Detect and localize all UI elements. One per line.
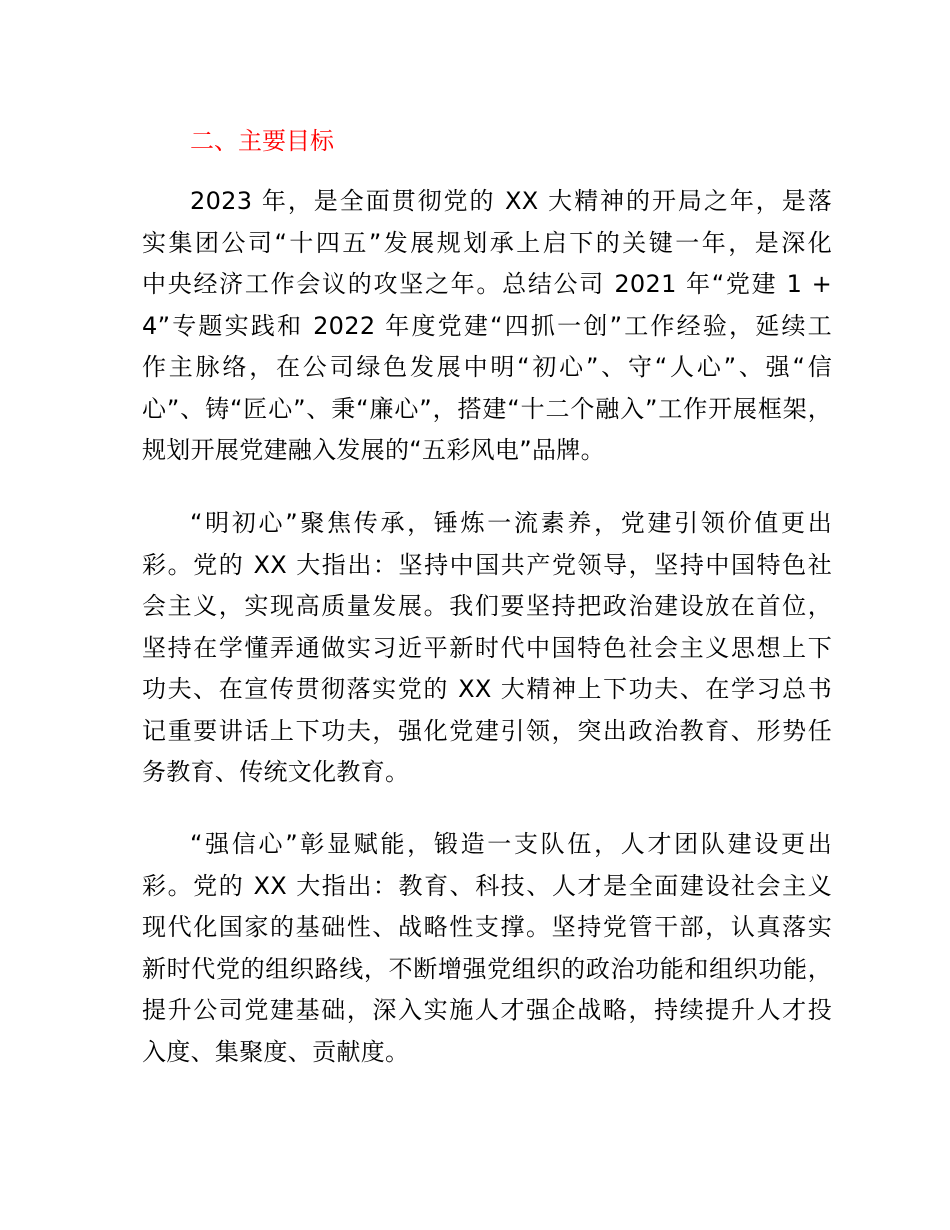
paragraph-line: 入度、集聚度、贡献度。 <box>142 1037 410 1066</box>
paragraph-line: 实集团公司“十四五”发展规划承上启下的关键一年，是深化 <box>142 228 832 257</box>
paragraph-line: 新时代党的组织路线，不断增强党组织的政治功能和组织功能， <box>142 954 832 983</box>
paragraph-line: 现代化国家的基础性、战略性支撑。坚持党管干部，认真落实 <box>142 913 832 941</box>
section-heading: 二、主要目标 <box>190 127 334 155</box>
paragraph-qiang-xinxin <box>142 824 832 1073</box>
paragraph-line: 彩。党的 XX 大指出：坚持中国共产党领导，坚持中国特色社 <box>142 550 832 579</box>
paragraph-line: 规划开展党建融入发展的“五彩风电”品牌。 <box>142 436 605 464</box>
paragraph-2023-goals <box>142 181 832 472</box>
paragraph-line: 心”、铸“匠心”、秉“廉心”，搭建“十二个融入”工作开展框架， <box>142 394 832 423</box>
paragraph-line: 提升公司党建基础，深入实施人才强企战略，持续提升人才投 <box>142 996 832 1024</box>
paragraph-line: 功夫、在宣传贯彻落实党的 XX 大精神上下功夫、在学习总书 <box>142 675 832 703</box>
paragraph-line: “明初心”聚焦传承，锤炼一流素养，党建引领价值更出 <box>190 509 832 537</box>
paragraph-line: 作主脉络，在公司绿色发展中明“初心”、守“人心”、强“信 <box>142 353 832 381</box>
paragraph-line: 坚持在学懂弄通做实习近平新时代中国特色社会主义思想上下 <box>142 633 832 662</box>
paragraph-line: 4”专题实践和 2022 年度党建“四抓一创”工作经验，延续工 <box>142 311 832 340</box>
paragraph-line: “强信心”彰显赋能，锻造一支队伍，人才团队建设更出 <box>190 830 832 858</box>
paragraph-line: 2023 年，是全面贯彻党的 XX 大精神的开局之年，是落 <box>190 187 832 215</box>
paragraph-line: 会主义，实现高质量发展。我们要坚持把政治建设放在首位， <box>142 592 832 620</box>
paragraph-line: 彩。党的 XX 大指出：教育、科技、人才是全面建设社会主义 <box>142 871 832 900</box>
paragraph-line: 中央经济工作会议的攻坚之年。总结公司 2021 年“党建 1 + <box>142 270 832 298</box>
paragraph-line: 记重要讲话上下功夫，强化党建引领，突出政治教育、形势任 <box>142 716 832 745</box>
paragraph-ming-chuxin <box>142 503 832 794</box>
paragraph-line: 务教育、传统文化教育。 <box>142 758 410 786</box>
